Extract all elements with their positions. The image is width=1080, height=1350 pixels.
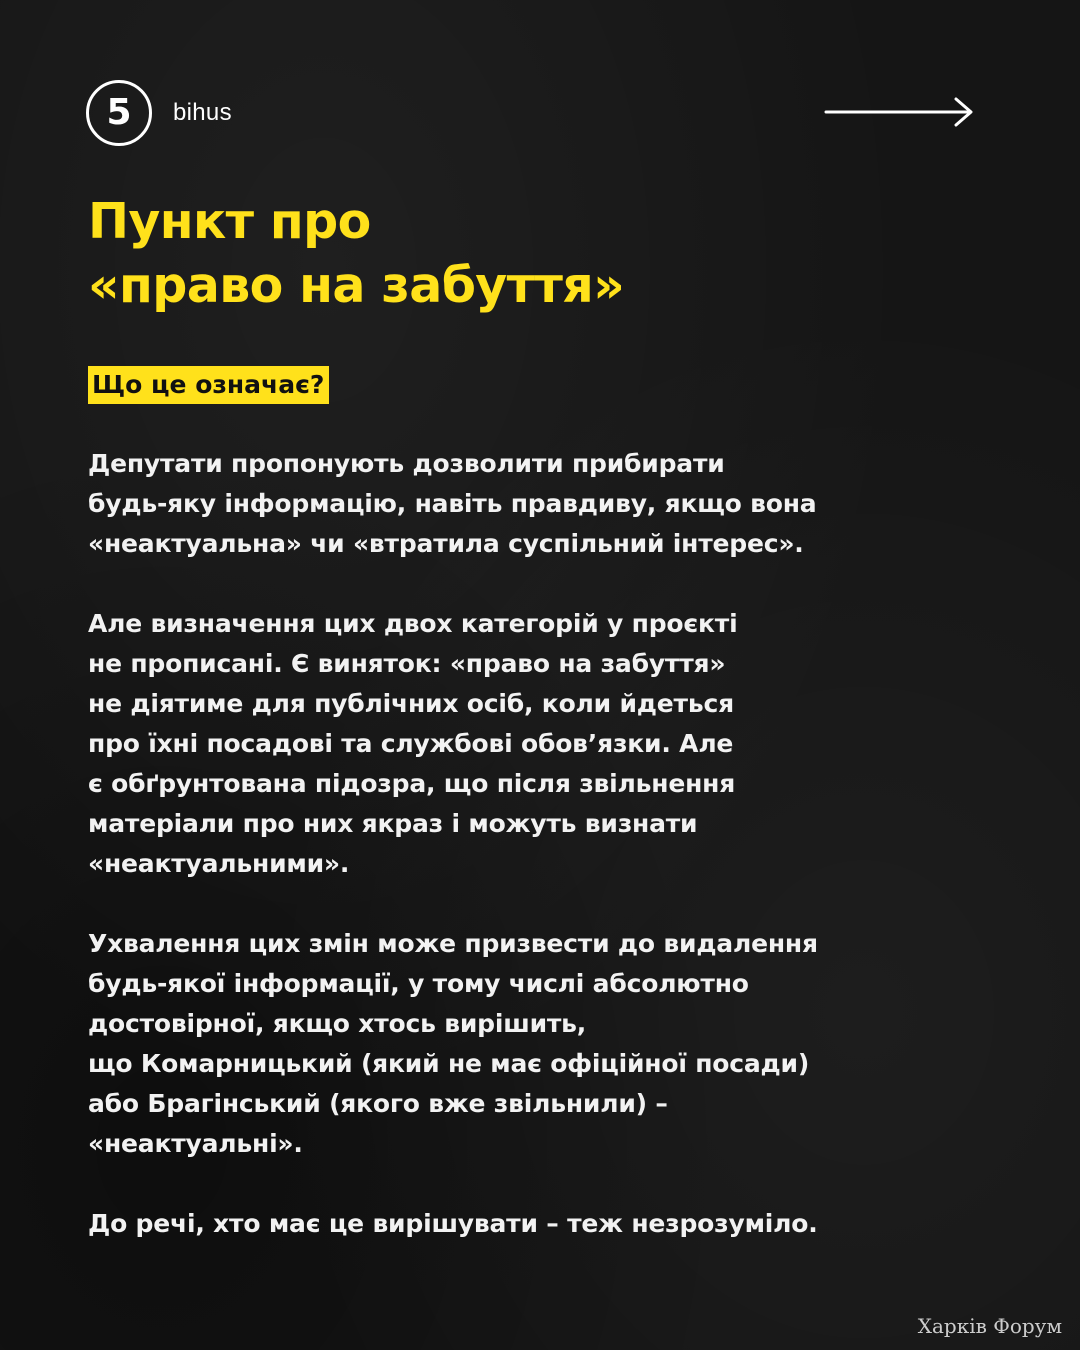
title-line: Пункт про: [88, 193, 371, 250]
paragraph-2: [88, 604, 1028, 884]
question-highlight: Що це означає?: [88, 366, 329, 404]
paragraph-1: [88, 444, 1028, 564]
text-line: не прописані. Є виняток: «право на забуття»: [88, 649, 726, 678]
text-line: будь-яку інформацію, навіть правдиву, якщо вона: [88, 489, 817, 518]
paragraph-4: [88, 1204, 1028, 1244]
brand-name: bihus: [173, 99, 232, 126]
page-title: [88, 190, 988, 318]
text-line: Але визначення цих двох категорій у проєкті: [88, 609, 738, 638]
text-line: будь-якої інформації, у тому числі абсолютно: [88, 969, 749, 998]
text-line: про їхні посадові та службові обов’язки. Але: [88, 729, 734, 758]
text-line: матеріали про них якраз і можуть визнати: [88, 809, 698, 838]
brand-logo: [86, 80, 232, 146]
text-line: що Комарницький (який не має офіційної посади): [88, 1049, 810, 1078]
arrow-right-icon[interactable]: [824, 94, 976, 130]
text-line: Ухвалення цих змін може призвести до видалення: [88, 929, 818, 958]
body-text: [88, 444, 1028, 1284]
text-line: або Брагінський (якого вже звільнили) –: [88, 1089, 668, 1118]
header: [86, 80, 976, 146]
text-line: «неактуальними».: [88, 849, 350, 878]
paragraph-3: [88, 924, 1028, 1164]
bihus-logo-icon: 5: [86, 80, 152, 146]
text-line: «неактуальні».: [88, 1129, 303, 1158]
text-line: «неактуальна» чи «втратила суспільний інтерес».: [88, 529, 804, 558]
text-line: не діятиме для публічних осіб, коли йдеться: [88, 689, 734, 718]
title-line: «право на забуття»: [88, 257, 625, 314]
text-line: достовірної, якщо хтось вирішить,: [88, 1009, 587, 1038]
watermark: Харків Форум: [917, 1314, 1062, 1338]
text-line: До речі, хто має це вирішувати – теж незрозуміло.: [88, 1209, 818, 1238]
text-line: є обґрунтована підозра, що після звільнення: [88, 769, 736, 798]
text-line: Депутати пропонують дозволити прибирати: [88, 449, 725, 478]
